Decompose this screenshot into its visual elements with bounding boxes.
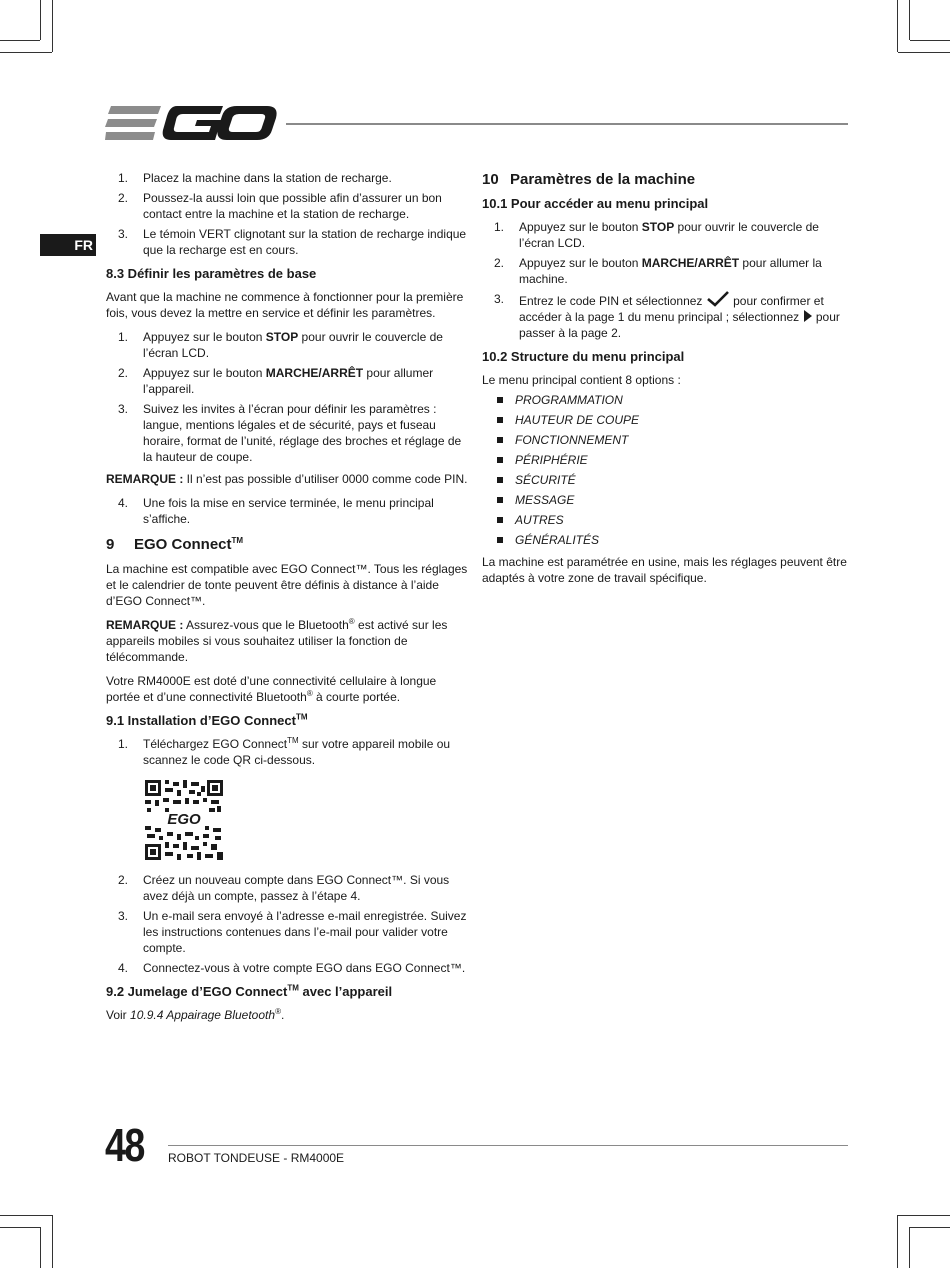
list-item: 2. Appuyez sur le bouton MARCHE/ARRÊT pour allumer l’appareil. — [118, 366, 434, 396]
crop-mark — [898, 52, 950, 53]
list-item: GÉNÉRALITÉS — [482, 532, 850, 548]
section-10-2-heading: 10.2 Structure du menu principal — [482, 349, 685, 364]
crop-mark — [909, 1227, 910, 1268]
crop-mark — [0, 1215, 52, 1216]
intro-steps — [106, 170, 472, 258]
list-item: 2. Appuyez sur le bouton MARCHE/ARRÊT pour allumer la machine. — [494, 256, 822, 286]
footer-rule — [168, 1145, 848, 1146]
cross-reference-link: 10.9.4 Appairage Bluetooth® — [130, 1007, 281, 1022]
checkmark-icon — [706, 291, 730, 307]
language-tab: FR — [40, 234, 96, 256]
list-item: 1. Téléchargez EGO Connect™ sur votre appareil mobile ou scannez le code QR ci-dessous. — [118, 736, 451, 767]
list-item: 1. Appuyez sur le bouton STOP pour ouvrir le couvercle de l’écran LCD. — [494, 220, 819, 250]
section-9-2-heading: 9.2 Jumelage d’EGO Connect™ avec l’appareil — [106, 983, 393, 999]
list-item: HAUTEUR DE COUPE — [482, 412, 850, 428]
header-rule — [286, 123, 848, 125]
menu-options-list — [482, 392, 850, 548]
section-9-1-heading: 9.1 Installation d’EGO Connect™ — [106, 712, 308, 728]
section-10-heading: 10 Paramètres de la machine — [482, 171, 696, 188]
crop-mark — [897, 0, 898, 52]
left-column — [106, 170, 472, 1031]
list-item: 3. Un e-mail sera envoyé à l’adresse e-mail enregistrée. Suivez les instructions contenues dans l’e-mail pour valider votre compte. — [118, 909, 467, 955]
crop-mark — [40, 1227, 41, 1268]
list-item: 2. Poussez-la aussi loin que possible afin d’assurer un bon contact entre la machine et la station de recharge. — [118, 191, 442, 221]
section-9-2-reference: Voir 10.9.4 Appairage Bluetooth®. — [106, 1007, 285, 1022]
section-10-2-intro: Le menu principal contient 8 options : — [482, 373, 681, 387]
qr-logo-text: EGO — [167, 811, 201, 828]
section-8-3-steps — [106, 329, 472, 465]
crop-mark — [0, 40, 40, 41]
crop-mark — [0, 52, 52, 53]
list-item: 1. Appuyez sur le bouton STOP pour ouvrir le couvercle de l’écran LCD. — [118, 330, 443, 360]
list-item: 4. Connectez-vous à votre compte EGO dans EGO Connect™. — [118, 961, 466, 975]
list-item: PÉRIPHÉRIE — [482, 452, 850, 468]
footer-title: ROBOT TONDEUSE - RM4000E — [168, 1151, 345, 1165]
list-item: 4. Une fois la mise en service terminée, le menu principal s’affiche. — [118, 496, 434, 526]
list-item: 2. Créez un nouveau compte dans EGO Connect™. Si vous avez déjà un compte, passez à l’étape 4. — [118, 873, 450, 903]
list-item: SÉCURITÉ — [482, 472, 850, 488]
section-9-paragraph: La machine est compatible avec EGO Connect™. Tous les réglages et le calendrier de tonte peuvent être définis à distance à l’aide d’EGO Connect™. — [106, 562, 468, 608]
list-item: FONCTIONNEMENT — [482, 432, 850, 448]
list-item: 3. Le témoin VERT clignotant sur la station de recharge indique que la recharge est en cours. — [118, 227, 467, 257]
section-8-3-heading: 8.3 Définir les paramètres de base — [106, 266, 317, 281]
section-8-3-steps-cont — [106, 495, 472, 527]
list-item: PROGRAMMATION — [482, 392, 850, 408]
list-item: 3. Entrez le code PIN et sélectionnez pour confirmer et accéder à la page 1 du menu principal ; sélectionnez pour passer à la page 2. — [494, 292, 840, 340]
section-8-3-intro: Avant que la machine ne commence à fonctionner pour la première fois, vous devez la mettre en service et définir les paramètres. — [106, 290, 464, 320]
crop-mark — [910, 1227, 950, 1228]
play-arrow-icon — [803, 309, 813, 323]
section-10-1-heading: 10.1 Pour accéder au menu principal — [482, 196, 709, 211]
section-9-heading: 9 EGO Connect™ — [106, 536, 244, 553]
crop-mark — [52, 1215, 53, 1268]
section-10-1-steps — [482, 219, 850, 341]
crop-mark — [897, 1215, 898, 1268]
note: REMARQUE : Assurez-vous que le Bluetooth® est activé sur les appareils mobiles si vous souhaitez utiliser la fonction de télécommande. — [106, 617, 448, 664]
crop-mark — [898, 1215, 950, 1216]
section-9-paragraph: Votre RM4000E est doté d’une connectivité cellulaire à longue portée et d’une connectivité Bluetooth® à courte portée. — [106, 674, 437, 704]
ego-logo — [105, 104, 277, 142]
section-9-1-steps-cont — [106, 872, 472, 976]
right-column — [482, 170, 850, 594]
section-10-2-outro: La machine est paramétrée en usine, mais les réglages peuvent être adaptés à votre zone de travail spécifique. — [482, 555, 847, 585]
qr-code — [145, 780, 223, 860]
list-item: 1. Placez la machine dans la station de recharge. — [118, 171, 392, 185]
page-number: 48 — [105, 1119, 144, 1171]
section-9-1-steps — [106, 736, 472, 768]
note: REMARQUE : Il n’est pas possible d’utiliser 0000 comme code PIN. — [106, 472, 468, 486]
crop-mark — [0, 1227, 40, 1228]
list-item: AUTRES — [482, 512, 850, 528]
crop-mark — [40, 0, 41, 40]
crop-mark — [909, 0, 910, 40]
list-item: 3. Suivez les invites à l’écran pour définir les paramètres : langue, mentions légales et de sécurité, pays et fuseau horaire, format de l’unité, réglage des broches et réglage de la hauteur de coupe. — [118, 402, 462, 464]
list-item: MESSAGE — [482, 492, 850, 508]
crop-mark — [52, 0, 53, 52]
crop-mark — [910, 40, 950, 41]
